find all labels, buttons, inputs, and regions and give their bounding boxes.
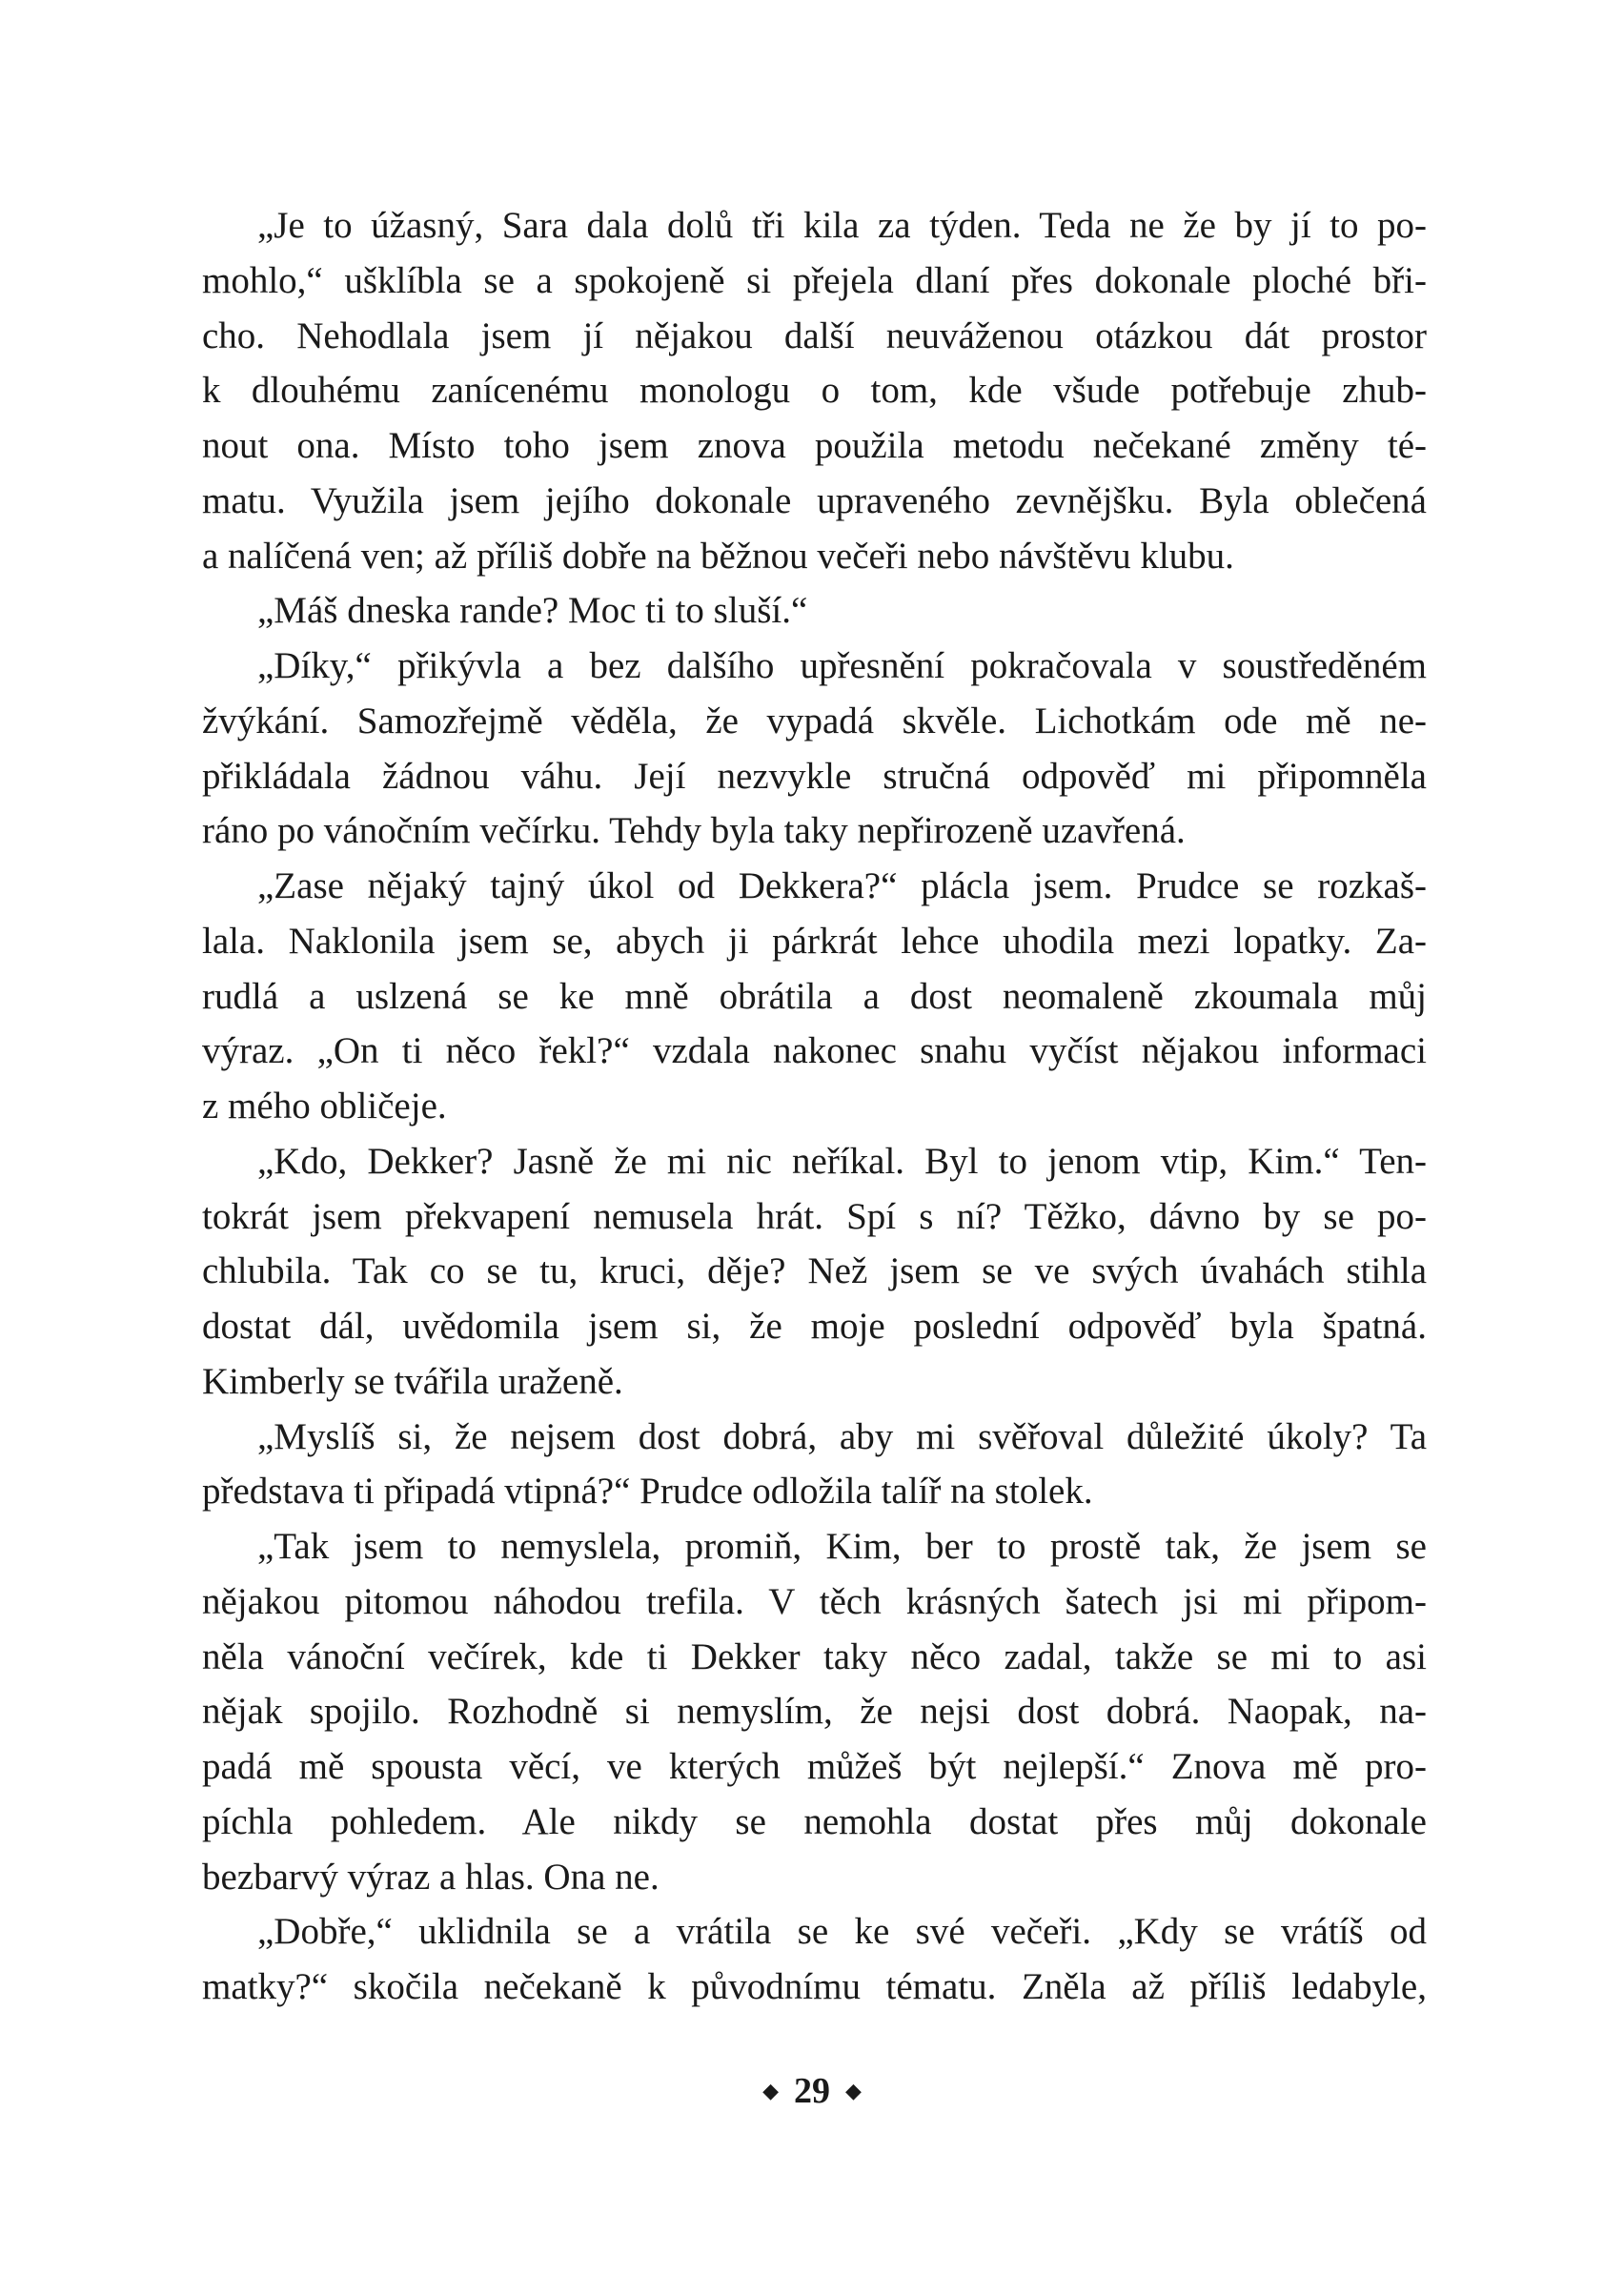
paragraph	[202, 198, 1427, 583]
text-line: „Je to úžasný, Sara dala dolů tři kila za týden. Teda ne že by jí to po-	[257, 205, 1427, 246]
text-line: „Kdo, Dekker? Jasně že mi nic neříkal. Byl to jenom vtip, Kim.“ Ten-	[257, 1140, 1427, 1182]
paragraph	[202, 1904, 1427, 2015]
text-line: „Tak jsem to nemyslela, promiň, Kim, ber to prostě tak, že jsem se	[257, 1526, 1427, 1567]
text-line: „Díky,“ přikývla a bez dalšího upřesnění pokračovala v soustředěném	[257, 645, 1427, 686]
text-line: chlubila. Tak co se tu, kruci, děje? Než jsem se ve svých úvahách stihla	[202, 1250, 1427, 1292]
paragraph	[202, 1410, 1427, 1520]
text-line: rudlá a uslzená se ke mně obrátila a dost neomaleně zkoumala můj	[202, 975, 1427, 1017]
text-line: bezbarvý výraz a hlas. Ona ne.	[202, 1856, 660, 1898]
text-line: mohlo,“ ušklíbla se a spokojeně si přejela dlaní přes dokonale ploché bři-	[202, 259, 1427, 301]
text-line: představa ti připadá vtipná?“ Prudce odložila talíř na stolek.	[202, 1471, 1093, 1513]
text-line: k dlouhému zanícenému monologu o tom, kde všude potřebuje zhub-	[202, 370, 1427, 412]
text-line: nějak spojilo. Rozhodně si nemyslím, že nejsi dost dobrá. Naopak, na-	[202, 1691, 1427, 1733]
paragraph	[202, 859, 1427, 1134]
text-line: a nalíčená ven; až příliš dobře na běžnou večeři nebo návštěvu klubu.	[202, 535, 1234, 577]
page-number: 29	[794, 2071, 830, 2111]
text-line: nout ona. Místo toho jsem znova použila metodu nečekané změny té-	[202, 425, 1427, 466]
text-line: něla vánoční večírek, kde ti Dekker taky něco zadal, takže se mi to asi	[202, 1635, 1427, 1677]
text-line: Kimberly se tvářila uraženě.	[202, 1360, 623, 1402]
text-line: „Máš dneska rande? Moc ti to sluší.“	[257, 590, 808, 632]
text-line: dostat dál, uvědomila jsem si, že moje poslední odpověď byla špatná.	[202, 1306, 1427, 1347]
text-line: „Dobře,“ uklidnila se a vrátila se ke své večeři. „Kdy se vrátíš od	[257, 1911, 1427, 1953]
text-line: píchla pohledem. Ale nikdy se nemohla dostat přes můj dokonale	[202, 1800, 1427, 1842]
diamond-icon: ◆	[845, 2079, 862, 2103]
page-footer	[0, 2070, 1624, 2112]
text-line: přikládala žádnou váhu. Její nezvykle stručná odpověď mi připomněla	[202, 755, 1427, 797]
body-text	[202, 198, 1427, 2015]
text-line: „Zase nějaký tajný úkol od Dekkera?“ plácla jsem. Prudce se rozkaš-	[257, 865, 1427, 906]
text-line: ráno po vánočním večírku. Tehdy byla taky nepřirozeně uzavřená.	[202, 810, 1186, 852]
text-line: matky?“ skočila nečekaně k původnímu tématu. Zněla až příliš ledabyle,	[202, 1966, 1427, 2007]
paragraph	[202, 639, 1427, 859]
text-line: tokrát jsem překvapení nemusela hrát. Spí s ní? Těžko, dávno by se po-	[202, 1195, 1427, 1237]
text-line: matu. Využila jsem jejího dokonale upraveného zevnějšku. Byla oblečená	[202, 479, 1427, 521]
text-line: výraz. „On ti něco řekl?“ vzdala nakonec snahu vyčíst nějakou informaci	[202, 1030, 1427, 1072]
paragraph	[202, 1134, 1427, 1410]
paragraph	[202, 583, 1427, 639]
text-line: z mého obličeje.	[202, 1086, 447, 1127]
text-line: lala. Naklonila jsem se, abych ji párkrát lehce uhodila mezi lopatky. Za-	[202, 920, 1427, 962]
paragraph	[202, 1519, 1427, 1904]
text-line: „Myslíš si, že nejsem dost dobrá, aby mi svěřoval důležité úkoly? Ta	[257, 1415, 1427, 1457]
text-line: padá mě spousta věcí, ve kterých můžeš být nejlepší.“ Znova mě pro-	[202, 1746, 1427, 1787]
diamond-icon: ◆	[762, 2079, 779, 2103]
text-line: nějakou pitomou náhodou trefila. V těch krásných šatech jsi mi připom-	[202, 1580, 1427, 1622]
text-line: žvýkání. Samozřejmě věděla, že vypadá skvěle. Lichotkám ode mě ne-	[202, 700, 1427, 741]
text-line: cho. Nehodlala jsem jí nějakou další neuváženou otázkou dát prostor	[202, 315, 1427, 356]
